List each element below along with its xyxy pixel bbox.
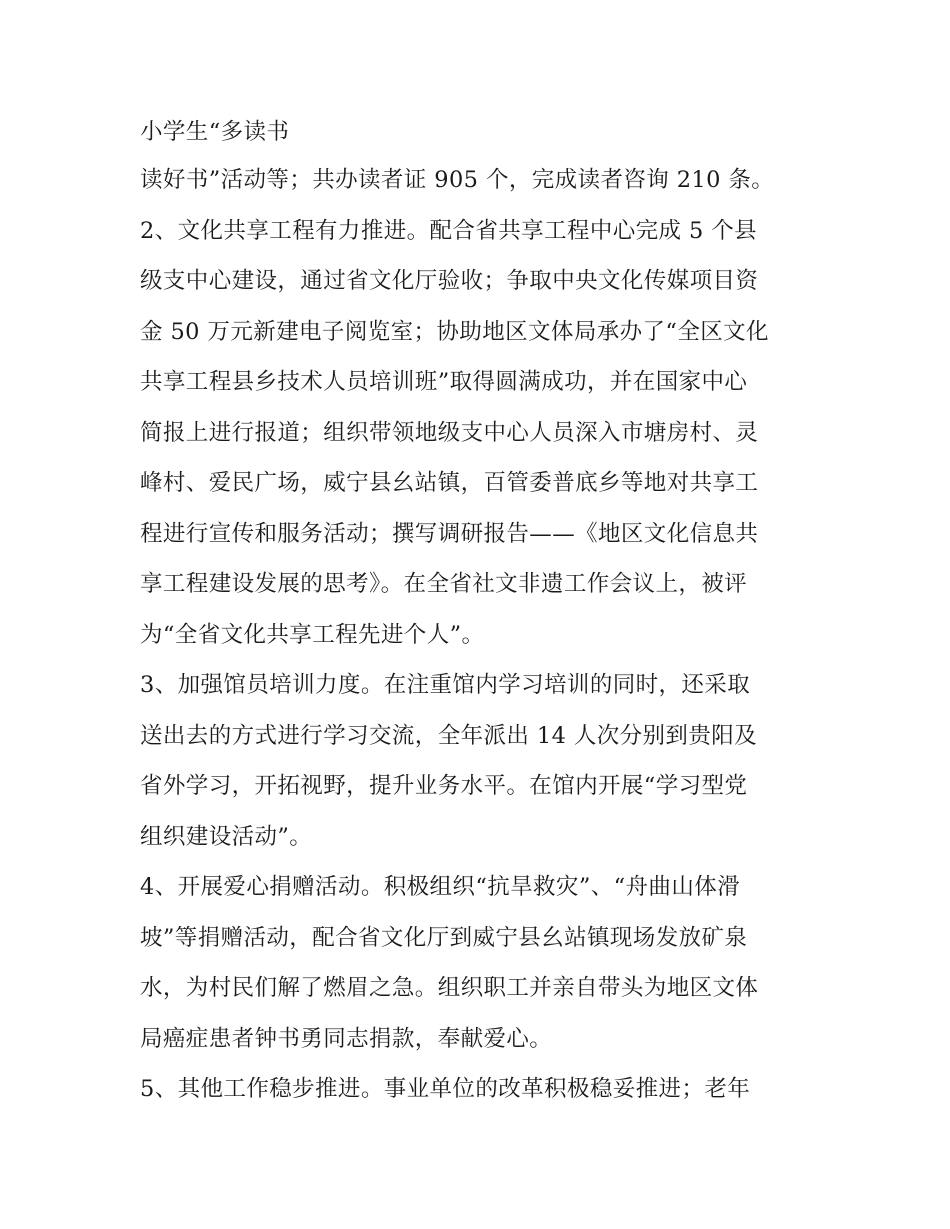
text-line: 共享工程县乡技术人员培训班”取得圆满成功，并在国家中心 [140,369,748,395]
document-body [140,110,820,1115]
paragraph-2-line: 2、文化共享工程有力推进。配合省共享工程中心完成 5 个县 [140,217,758,244]
text-line: 峰村、爱民广场，威宁县幺站镇，百管委普底乡等地对共享工 [140,470,759,496]
text-line: 送出去的方式进行学习交流，全年派出 14 人次分别到贵阳及 [140,722,758,749]
text-line: 简报上进行报道；组织带领地级支中心人员深入市塘房村、灵 [140,419,759,446]
paragraph-5-line: 5、其他工作稳步推进。事业单位的改革积极稳妥推进；老年 [140,1076,751,1102]
text-line: 省外学习，开拓视野，提升业务水平。在馆内开展“学习型党 [140,773,748,799]
text-line: 程进行宣传和服务活动；撰写调研报告——《地区文化信息共 [140,520,759,547]
text-line: 级支中心建设，通过省文化厅验收；争取中央文化传媒项目资 [140,268,759,294]
text-line: 局癌症患者钟书勇同志捐款，奉献爱心。 [140,1025,553,1052]
paragraph-4-line: 4、开展爱心捐赠活动。积极组织“抗旱救灾”、“舟曲山体滑 [140,874,741,900]
text-line: 金 50 万元新建电子阅览室；协助地区文体局承办了“全区文化 [140,318,769,345]
text-line: 享工程建设发展的思考》。在全省社文非遗工作会议上，被评 [140,571,748,597]
text-line: 水，为村民们解了燃眉之急。组织职工并亲自带头为地区文体 [140,975,759,1001]
text-line: 组织建设活动”。 [140,823,313,850]
text-line: 为“全省文化共享工程先进个人”。 [140,621,485,648]
text-line: 坡”等捐赠活动，配合省文化厅到威宁县幺站镇现场发放矿泉 [140,924,748,951]
text-line: 读好书”活动等；共办读者证 905 个，完成读者咨询 210 条。 [140,167,775,193]
paragraph-3-line: 3、加强馆员培训力度。在注重馆内学习培训的同时，还采取 [140,672,751,698]
text-line: 小学生“多读书 [140,119,290,145]
